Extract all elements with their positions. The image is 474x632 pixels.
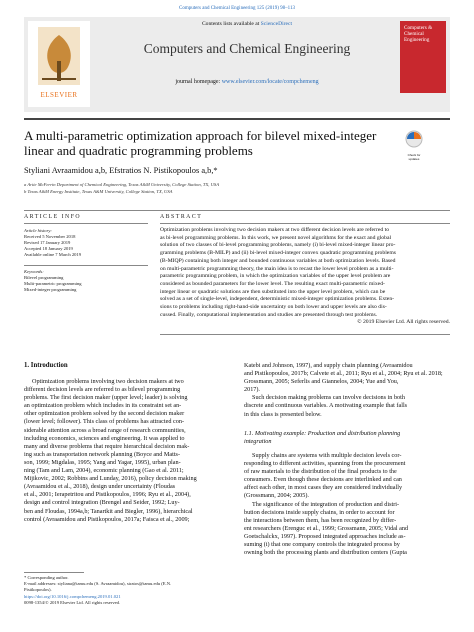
body-line: consumers. Even though these decisions are interlinked and can: [244, 476, 402, 484]
body-line: owning both the processing plants and distribution centers (Gupta: [244, 549, 407, 557]
abstract-heading: ABSTRACT: [160, 214, 203, 220]
affiliation-b: b Texas A&M Energy Institute, Texas A&M University, College Station, TX, USA: [24, 189, 173, 194]
keywords-label: Keywords:: [24, 269, 44, 274]
body-line: 2017).: [244, 386, 260, 394]
body-line: Such decision making problems can involve decisions in both: [252, 394, 405, 402]
body-line: different decision levels are referred to as bilevel programming: [24, 386, 181, 394]
journal-header: [24, 17, 450, 112]
body-line: responding to different activities, spanning from the procurement: [244, 460, 406, 468]
body-line: ben and Floudas, 1994a,b; Tanartkit and Biegler, 1996), hierarchical: [24, 507, 193, 515]
intro-heading: 1. Introduction: [24, 362, 68, 369]
footnote-email[interactable]: E-mail addresses: styliana@tamu.edu (S. Avraamidou), stratos@tamu.edu (E.N.: [24, 581, 172, 587]
journal-title: Computers and Chemical Engineering: [143, 41, 351, 56]
body-line: suming (i) that one company controls the integrated process by: [244, 541, 400, 549]
running-head: Computers and Chemical Engineering 125 (2019) 98–113: [179, 6, 295, 11]
body-line: ning (Tam and Lam, 2004), economic planning (Gao et al. 2011;: [24, 467, 184, 475]
body-line: problems. The first decision maker (upper level; leader) is solving: [24, 394, 188, 402]
keywords: [24, 269, 148, 293]
abstract-line: integer linear or quadratic solutions are then substituted into the upper level problem, which can be: [160, 288, 386, 295]
publisher-name: ELSEVIER: [40, 91, 78, 99]
section-rule: [24, 210, 450, 211]
footnote-corresponding: * Corresponding author.: [24, 575, 69, 580]
abstract-text: [160, 227, 450, 327]
body-line: discrete and continuous variables. A motivating example that falls: [244, 402, 408, 410]
body-line: ent researchers (Erenguc et al., 1999; Grossmann, 2005; Vidal and: [244, 524, 409, 532]
abstract-line: solution of two classes of bi-level programming problems, namely (i) bi-level mixed-integer linear pro-: [160, 242, 396, 249]
affiliation-a: a Artie McFerrin Department of Chemical Engineering, Texas A&M University, College Station, TX, USA: [24, 182, 219, 187]
body-line: (lower level; follower). This class of problems has attracted con-: [24, 418, 185, 426]
elsevier-logo: [28, 21, 90, 107]
history-label: Article history:: [24, 228, 52, 233]
check-updates-label: Check for updates: [407, 153, 421, 161]
body-line: Supply chains are systems with multiple decision levels cor-: [252, 452, 402, 459]
journal-header-center: [94, 17, 400, 112]
body-line: et al., 2001; Ierapetritou and Pistikopoulos, 1996; Ryu et al., 2004),: [24, 491, 191, 499]
right-column-top: [244, 362, 450, 419]
body-line: Mijikovic, 2002; Robbins and Lunday, 2016), policy decision making: [24, 475, 197, 483]
journal-cover: [400, 21, 446, 93]
body-line: Grossmann, 2005; Seferlis and Giannelos, 2004; Yue and You,: [244, 378, 399, 386]
history-revised: Revised 17 January 2019: [24, 240, 71, 245]
issn-line: 0098-1354/© 2019 Elsevier Ltd. All rights reserved.: [24, 599, 121, 605]
footnotes: [24, 575, 228, 606]
footnote-email-cont: Pistikopoulos).: [24, 587, 52, 593]
body-line: design and control integration (Brengel and Seider, 1992; Luy-: [24, 499, 180, 507]
abstract-line: Optimization problems involving two decision makers at two different decision levels are referred to: [160, 227, 390, 233]
title-line-2: linear and quadratic programming problems: [24, 143, 253, 158]
body-line: Katebi and Johnson, 1997), and supply chain planning (Avraamidou: [244, 362, 413, 369]
article-title: [24, 128, 394, 158]
footnote-rule: [24, 572, 84, 573]
right-column-bottom: [244, 452, 450, 557]
body-line: (Avraamidou et al., 2018), design under uncertainty (Floudas: [24, 483, 176, 491]
journal-homepage: [94, 79, 400, 85]
abstract-line: as bi-level programming problems. In this work, we present novel algorithms for the exact and global: [160, 234, 392, 241]
cover-title: Computers & Chemical Engineering: [404, 25, 433, 43]
body-line: control (Avraamidou and Pistikopoulos, 2017a; Faisca et al., 2009;: [24, 515, 190, 523]
contents-line: [94, 21, 400, 27]
body-line: affect each other, in most cases they are considered individually: [244, 484, 403, 492]
history-accepted: Accepted 18 January 2019: [24, 246, 73, 251]
body-line: bution decisions inside supply chains, in order to account for: [244, 508, 395, 516]
body-line: in this class is presented below.: [244, 410, 322, 418]
body-line: siderable attention across a broad range of research communities,: [24, 426, 186, 434]
abstract-line: cussed. Finally, computational implementation and studies are presented through test problems.: [160, 311, 378, 318]
body-line: Goetschalckx, 1997). Proposed integrated approaches include as-: [244, 532, 406, 540]
article-info-rule: [24, 223, 148, 224]
abstract-line: considered as bounded parameters for the lower level. The resulting exact multi-parametric mixed-: [160, 280, 385, 287]
body-line: The significance of the integration of production and distri-: [252, 500, 400, 508]
history-online: Available online 7 March 2019: [24, 252, 82, 257]
body-line: (Grossmann, 2004; 2005).: [244, 492, 309, 500]
abstract-line: sions to problems including right-hand-side uncertainty on both lower and upper levels are also dis-: [160, 304, 387, 311]
homepage-link[interactable]: www.elsevier.com/locate/compchemeng: [221, 79, 319, 85]
body-line: son, 1999; Migdalas, 1995; Yang and Yagar, 1995), urban plan-: [24, 458, 181, 466]
intro-text: [24, 378, 228, 524]
authors: Styliani Avraamidou a,b, Efstratios N. Pistikopoulos a,b,*: [24, 166, 218, 175]
keyword: Bilevel programming: [24, 275, 64, 280]
body-line: Optimization problems involving two decision makers at two: [32, 378, 184, 385]
abstract-bottom-rule: [160, 334, 450, 335]
abstract-rule: [160, 223, 450, 224]
body-line: the interactions between them, has been recognized by differ-: [244, 516, 397, 524]
abstract-line: solved as a set of single-level, independent, deterministic mixed-integer optimization problems. Exten-: [160, 296, 395, 303]
keywords-rule: [24, 265, 148, 266]
abstract-line: parametric programming problem, in which the optimization variables of the upper level problem are: [160, 273, 391, 280]
copyright: © 2019 Elsevier Ltd. All rights reserved.: [357, 319, 450, 326]
subsection-heading-line-2: integration: [244, 438, 272, 445]
history-received: Received 5 November 2018: [24, 234, 76, 239]
check-for-updates-icon[interactable]: [403, 130, 425, 161]
homepage-prefix: journal homepage:: [175, 79, 222, 85]
body-line: including economics, sciences and engineering. It was applied to: [24, 434, 185, 442]
abstract-line: on multi-parametric programming theory, the main idea is to recast the lower level problem as a multi-: [160, 265, 394, 272]
article-history: [24, 228, 148, 258]
keyword: Mixed-integer programming: [24, 287, 77, 292]
body-line: many and diverse problems that require hierarchical decision mak-: [24, 442, 190, 450]
body-line: and Pistikopoulos, 2017b; Calvete et al., 2011; Ryu et al., 2004; Ryu et al. 2018;: [244, 370, 443, 378]
subsection-heading: [244, 430, 450, 446]
body-line: other optimization problem solved by the second decision maker: [24, 410, 185, 418]
abstract-line: gramming problems (B-MILP) and (ii) bi-level mixed-integer convex quadratic programming problems: [160, 250, 396, 257]
subsection-heading-line-1: 1.1. Motivating example: Production and distribution planning: [244, 430, 401, 437]
title-line-1: A multi-parametric optimization approach for bilevel mixed-integer: [24, 128, 377, 143]
header-rule: [24, 118, 450, 120]
body-line: an optimization problem which includes in its constraint set an-: [24, 402, 182, 410]
abstract-line: (B-MIQP) containing both integer and bounded continuous variables at both optimization levels. Based: [160, 257, 396, 264]
keyword: Multi-parametric programming: [24, 281, 82, 286]
article-info-heading: ARTICLE INFO: [24, 214, 82, 220]
contents-prefix: Contents lists available at: [201, 21, 261, 27]
doi-link[interactable]: https://doi.org/10.1016/j.compchemeng.2019.01.021: [24, 593, 121, 599]
body-line: ing such as transportation network planning (Boyce and Matts-: [24, 450, 181, 458]
body-line: of raw materials to the distribution of the final products to the: [244, 468, 397, 476]
sciencedirect-link[interactable]: ScienceDirect: [260, 21, 293, 27]
